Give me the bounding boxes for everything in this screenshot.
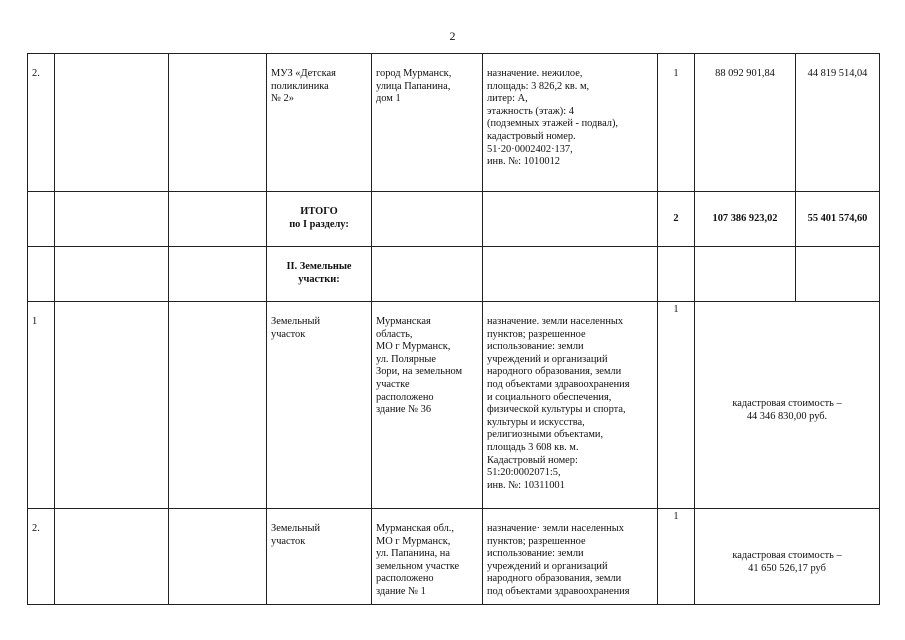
total-label: ИТОГО по I разделу: bbox=[267, 192, 372, 247]
table-row bbox=[28, 54, 880, 192]
object-quantity: 1 bbox=[658, 54, 695, 192]
total-book-value: 107 386 923,02 bbox=[695, 192, 796, 247]
empty-cell bbox=[55, 247, 169, 302]
empty-cell bbox=[658, 247, 695, 302]
empty-cell bbox=[28, 247, 55, 302]
section-row bbox=[28, 247, 880, 302]
page-number: 2 bbox=[449, 29, 456, 43]
object-address: Мурманская обл., МО г Мурманск, ул. Папанина, на земельном участке расположено здание № 1 bbox=[372, 509, 483, 605]
property-table bbox=[27, 53, 880, 605]
table-row bbox=[28, 302, 880, 509]
empty-cell bbox=[169, 247, 267, 302]
book-value: 88 092 901,84 bbox=[695, 54, 796, 192]
empty-cell bbox=[28, 192, 55, 247]
empty-cell bbox=[169, 509, 267, 605]
empty-cell bbox=[372, 192, 483, 247]
empty-cell bbox=[55, 302, 169, 509]
total-residual-value: 55 401 574,60 bbox=[796, 192, 880, 247]
row-number: 2. bbox=[28, 54, 55, 192]
empty-cell bbox=[372, 247, 483, 302]
cadastral-value: кадастровая стоимость – 44 346 830,00 руб. bbox=[695, 302, 880, 509]
object-name: Земельный участок bbox=[267, 509, 372, 605]
empty-cell bbox=[55, 192, 169, 247]
object-name: Земельный участок bbox=[267, 302, 372, 509]
empty-cell bbox=[55, 54, 169, 192]
empty-cell bbox=[483, 192, 658, 247]
object-quantity: 1 bbox=[658, 302, 695, 509]
total-row bbox=[28, 192, 880, 247]
object-address: город Мурманск, улица Папанина, дом 1 bbox=[372, 54, 483, 192]
table-row bbox=[28, 509, 880, 605]
object-address: Мурманская область, МО г Мурманск, ул. Полярные Зори, на земельном участке расположено здание № 36 bbox=[372, 302, 483, 509]
row-number: 1 bbox=[28, 302, 55, 509]
empty-cell bbox=[796, 247, 880, 302]
empty-cell bbox=[169, 302, 267, 509]
cadastral-value: кадастровая стоимость – 41 650 526,17 руб bbox=[695, 509, 880, 605]
empty-cell bbox=[169, 54, 267, 192]
total-quantity: 2 bbox=[658, 192, 695, 247]
empty-cell bbox=[695, 247, 796, 302]
object-description: назначение. нежилое, площадь: 3 826,2 кв. м, литер: А, этажность (этаж): 4 (подземных этажей - подвал), кадастровый номер. 51·20·0002402·137, инв. №: 1010012 bbox=[483, 54, 658, 192]
section-heading: II. Земельные участки: bbox=[267, 247, 372, 302]
object-description: назначение· земли населенных пунктов; разрешенное использование: земли учреждений и организаций народного образования, земли под объектами здравоохранения bbox=[483, 509, 658, 605]
residual-value: 44 819 514,04 bbox=[796, 54, 880, 192]
empty-cell bbox=[483, 247, 658, 302]
empty-cell bbox=[169, 192, 267, 247]
object-description: назначение. земли населенных пунктов; разрешенное использование: земли учреждений и организаций народного образования, земли под объектами здравоохранения и социального обеспечения, физической культуры и спорта, культуры и искусства, религиозными объектами, площадь 3 608 кв. м. Кадастровый номер: 51:20:0002071:5, инв. №: 10311001 bbox=[483, 302, 658, 509]
object-quantity: 1 bbox=[658, 509, 695, 605]
empty-cell bbox=[55, 509, 169, 605]
object-name: МУЗ «Детская поликлиника № 2» bbox=[267, 54, 372, 192]
row-number: 2. bbox=[28, 509, 55, 605]
